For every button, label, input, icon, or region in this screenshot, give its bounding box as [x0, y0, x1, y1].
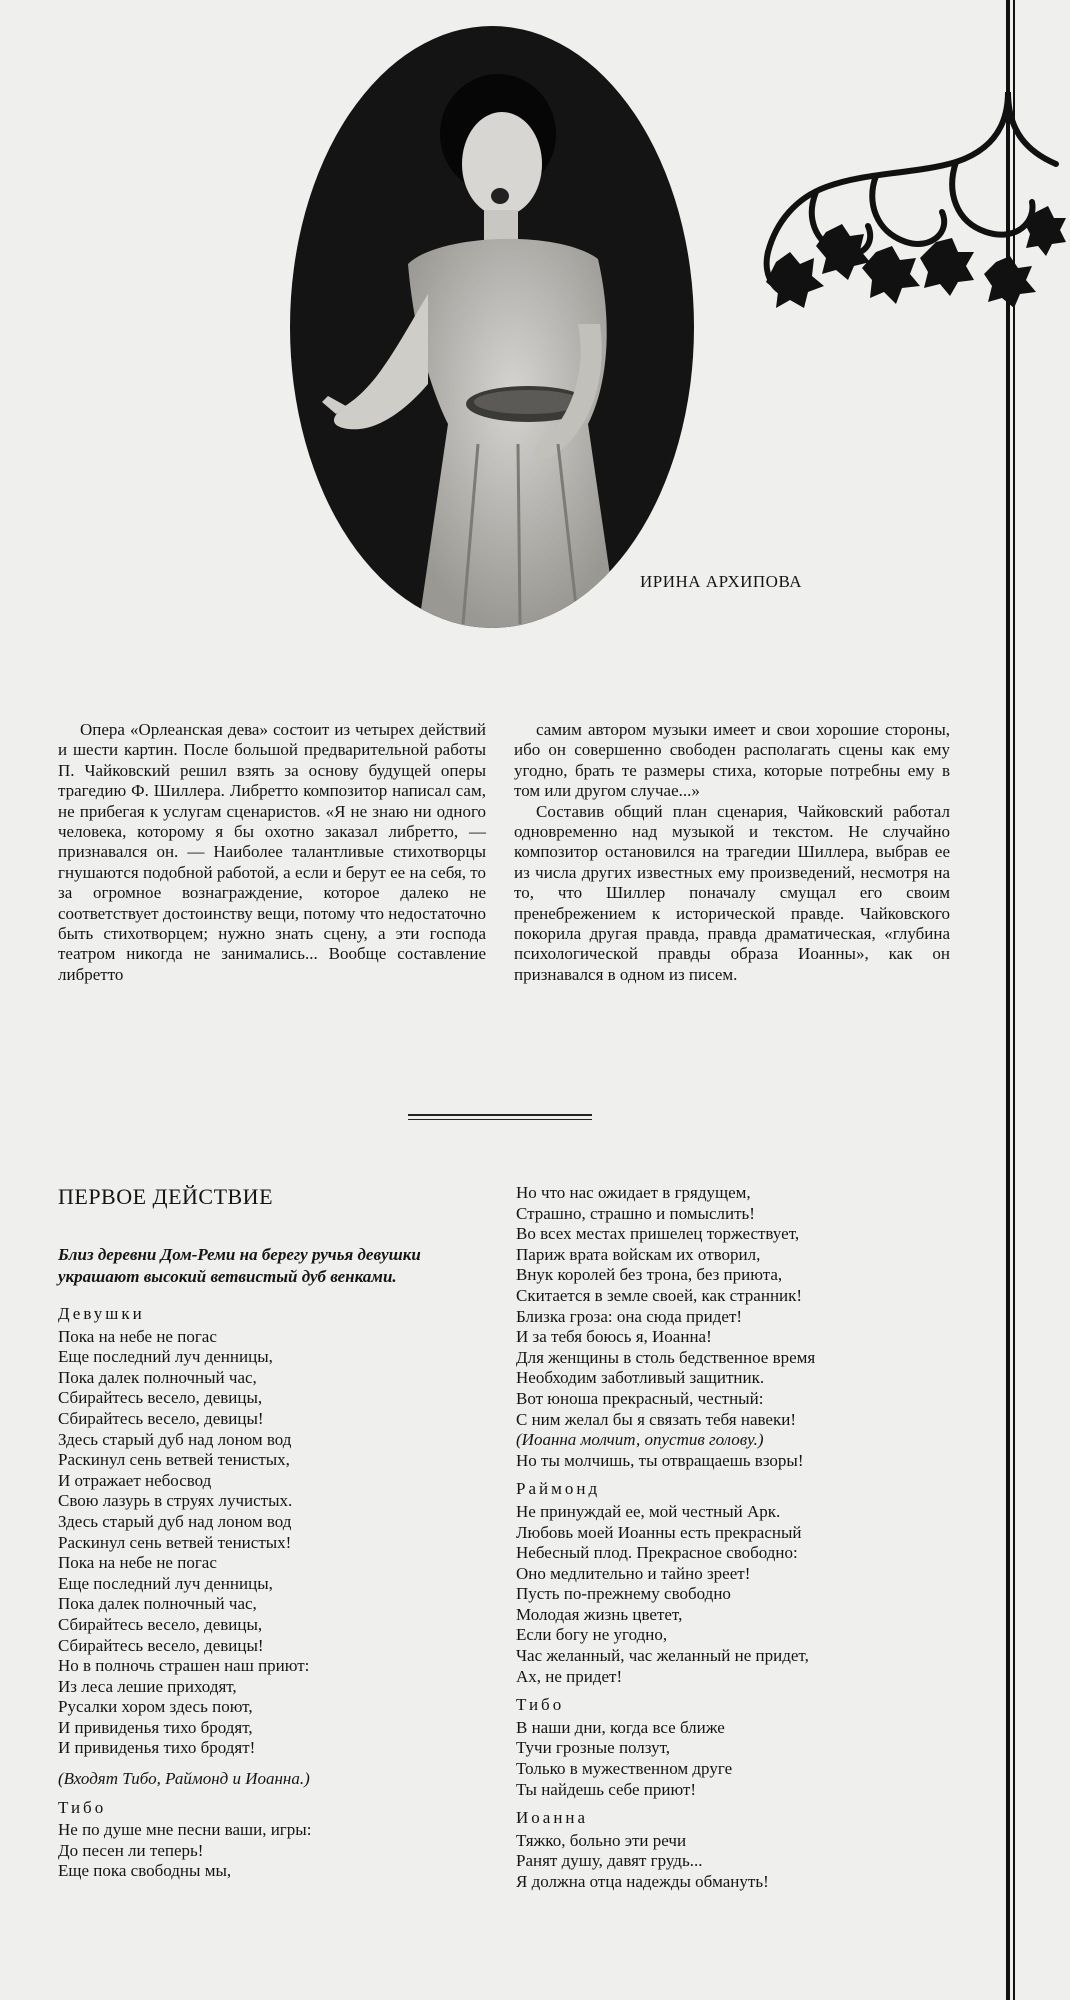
photo-caption: ИРИНА АРХИПОВА: [640, 572, 802, 591]
act-title: ПЕРВОЕ ДЕЙСТВИЕ: [58, 1184, 274, 1209]
libretto-line: Пока на небе не погас: [58, 1326, 217, 1346]
libretto-line: Сбирайтесь весело, девицы!: [58, 1635, 264, 1655]
libretto-line: Небесный плод. Прекрасное свободно:: [516, 1543, 798, 1563]
libretto-line: Не по душе мне песни ваши, игры:: [58, 1820, 312, 1840]
libretto-line: Если богу не угодно,: [516, 1625, 668, 1645]
libretto-line: Еще последний луч денницы,: [58, 1347, 273, 1367]
libretto-line: Раскинул сень ветвей тенистых,: [58, 1450, 290, 1470]
arabesque-ornament-icon: [756, 92, 1070, 342]
libretto-line: Не принуждай ее, мой честный Арк.: [516, 1501, 781, 1521]
libretto-line: Сбирайтесь весело, девицы,: [58, 1614, 263, 1634]
libretto-line: Пока на небе не погас: [58, 1553, 217, 1573]
libretto-line: Сбирайтесь весело, девицы,: [58, 1388, 263, 1408]
libretto-line: Пока далек полночный час,: [58, 1367, 257, 1387]
libretto-line: Пока далек полночный час,: [58, 1594, 257, 1614]
libretto-line: Я должна отца надежды обмануть!: [516, 1872, 769, 1891]
libretto-line: Тучи грозные ползут,: [516, 1738, 671, 1758]
libretto-line: Здесь старый дуб над лоном вод: [58, 1429, 292, 1449]
character-name: Тибо: [516, 1695, 565, 1715]
character-name: Иоанна: [516, 1808, 589, 1828]
libretto-line: Ах, не придет!: [516, 1666, 623, 1686]
libretto-line: Но ты молчишь, ты отвращаешь взоры!: [516, 1450, 804, 1470]
libretto-line: Час желанный, час желанный не придет,: [516, 1646, 809, 1666]
libretto-line: Необходим заботливый защитник.: [516, 1368, 765, 1388]
spacer: [58, 1759, 478, 1769]
libretto-line: С ним желал бы я связать тебя навеки!: [516, 1409, 796, 1429]
section-divider: [408, 1114, 592, 1116]
libretto-line: Тяжко, больно эти речи: [516, 1830, 687, 1850]
libretto-line: До песен ли теперь!: [58, 1840, 204, 1860]
intro-right-column: [514, 720, 950, 985]
libretto-line: Оно медлительно и тайно зреет!: [516, 1563, 751, 1583]
libretto-line: В наши дни, когда все ближе: [516, 1717, 725, 1737]
stage-direction: Близ деревни Дом-Реми на берегу ручья девушки украшают высокий ветвистый дуб венками.: [58, 1245, 421, 1286]
libretto-line: Для женщины в столь бедственное время: [516, 1347, 816, 1367]
libretto-line: Ты найдешь себе приют!: [516, 1779, 697, 1799]
libretto-line: Любовь моей Иоанны есть прекрасный: [516, 1522, 802, 1542]
libretto-line: Еще пока свободны мы,: [58, 1861, 232, 1881]
intro-paragraph: Опера «Орлеанская дева» состоит из четырех действий и шести картин. После большой предварительной работы П. Чайковский решил взять за основу будущей оперы трагедию Ф. Шиллера. Либретто композитор написал сам, не прибегая к услугам сценаристов. «Я не знаю ни одного человека, которому я бы охотно заказал либретто, — признавался он. — Наиболее талантливые стихотворцы гнушаются подобной работой, а если и берут ее на себя, то за огромное вознаграждение, которое далеко не соответствует достоинству вещи, потому что недостаточно быть стихотворцем; нужно знать сцену, а эти господа театром никогда не занимались... Вообще составление либретто: [58, 720, 486, 984]
libretto-line: Но что нас ожидает в грядущем,: [516, 1183, 751, 1202]
libretto-line: Скитается в земле своей, как странник!: [516, 1285, 803, 1305]
intro-paragraph: самим автором музыки имеет и свои хорошие стороны, ибо он совершенно свободен располагать сцены как ему угодно, брать те размеры стиха, которые потребны ему в том или другом случае...»: [514, 720, 950, 801]
libretto-line: Молодая жизнь цветет,: [516, 1604, 683, 1624]
character-name: Тибо: [58, 1797, 107, 1817]
libretto-right-column: [516, 1183, 956, 1893]
libretto-line: Во всех местах пришелец торжествует,: [516, 1224, 800, 1244]
libretto-left-column: [58, 1244, 478, 1882]
portrait-photo: [288, 24, 696, 630]
libretto-line: Но в полночь страшен наш приют:: [58, 1656, 310, 1676]
libretto-line: И привиденья тихо бродят,: [58, 1717, 253, 1737]
stage-direction: (Иоанна молчит, опустив голову.): [516, 1430, 764, 1450]
stage-direction: (Входят Тибо, Раймонд и Иоанна.): [58, 1769, 310, 1789]
libretto-line: И отражает небосвод: [58, 1470, 212, 1490]
libretto-line: Еще последний луч денницы,: [58, 1573, 273, 1593]
libretto-line: И за тебя боюсь я, Иоанна!: [516, 1327, 712, 1347]
libretto-line: Страшно, страшно и помыслить!: [516, 1203, 755, 1223]
libretto-line: Париж врата войскам их отворил,: [516, 1244, 761, 1264]
libretto-line: Из леса лешие приходят,: [58, 1676, 237, 1696]
libretto-line: Внук королей без трона, без приюта,: [516, 1265, 783, 1285]
intro-left-column: [58, 720, 486, 985]
section-divider-thin: [408, 1119, 592, 1120]
libretto-line: И привиденья тихо бродят!: [58, 1738, 256, 1758]
libretto-line: Вот юноша прекрасный, честный:: [516, 1388, 764, 1408]
intro-paragraph: Составив общий план сценария, Чайковский работал одновременно над музыкой и текстом. Не случайно композитор остановился на трагедии Шиллера, выбрав ее из числа других известных ему произведений, несмотря на то, что Шиллер поначалу смущал его своим пренебрежением к исторической правде. Чайковского покорила другая правда, правда драматическая, «глубина психологической правды образа Иоанны», как он признавался в одном из писем.: [514, 801, 950, 984]
libretto-line: Близка гроза: она сюда придет!: [516, 1306, 743, 1326]
libretto-line: Русалки хором здесь поют,: [58, 1697, 253, 1717]
character-name: Раймонд: [516, 1479, 601, 1499]
libretto-line: Ранят душу, давят грудь...: [516, 1851, 703, 1871]
libretto-line: Пусть по-прежнему свободно: [516, 1584, 731, 1604]
libretto-line: Свою лазурь в струях лучистых.: [58, 1491, 293, 1511]
libretto-line: Только в мужественном друге: [516, 1759, 733, 1779]
libretto-line: Здесь старый дуб над лоном вод: [58, 1511, 292, 1531]
character-name: Девушки: [58, 1304, 145, 1323]
libretto-line: Сбирайтесь весело, девицы!: [58, 1408, 264, 1428]
libretto-line: Раскинул сень ветвей тенистых!: [58, 1532, 292, 1552]
